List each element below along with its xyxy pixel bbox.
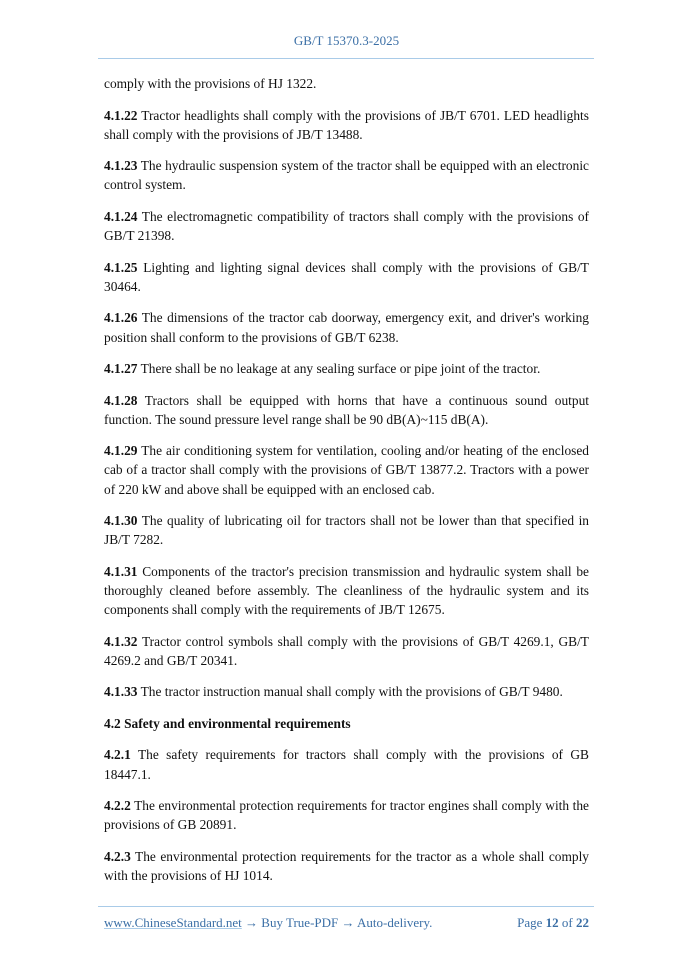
clause-number: 4.1.22 [104,107,138,123]
clause-paragraph [104,441,589,499]
clause-text: comply with the provisions of HJ 1322. [104,76,317,91]
clause-paragraph [104,632,589,670]
section-heading [104,714,589,733]
clause-paragraph [104,156,589,194]
clause-text: The safety requirements for tractors shall comply with the provisions of GB 18447.1. [104,747,589,782]
clause-text: Components of the tractor's precision transmission and hydraulic system shall be thoroughly cleaned before assembly. The cleanliness of the hydraulic system and its components shall comply with the requirements of JB/T 12675. [104,563,589,618]
clause-paragraph [104,359,589,378]
clause-paragraph [104,207,589,245]
clause-text: There shall be no leakage at any sealing surface or pipe joint of the tractor. [137,361,541,377]
clause-text: Tractor headlights shall comply with the provisions of JB/T 6701. LED headlights shall comply with the provisions of JB/T 13488. [104,107,589,142]
document-body [104,74,589,898]
clause-paragraph [104,847,589,885]
clause-number: 4.1.25 [104,259,138,275]
footer-divider [98,906,594,907]
clause-number: 4.1.33 [104,684,138,700]
clause-paragraph [104,562,589,620]
clause-paragraph [104,682,589,701]
clause-text: Lighting and lighting signal devices shall comply with the provisions of GB/T 30464. [104,259,589,294]
clause-paragraph [104,796,589,834]
clause-number: 4.1.26 [104,310,138,326]
clause-paragraph [104,511,589,549]
clause-number: 4.1.31 [104,563,138,579]
clause-paragraph [104,391,589,429]
clause-number: 4.1.23 [104,158,138,174]
clause-text: The dimensions of the tractor cab doorway, emergency exit, and driver's working position shall conform to the provisions of GB/T 6238. [104,310,589,345]
clause-number: 4.1.28 [104,392,138,408]
page-indicator [517,915,589,931]
clause-text: The quality of lubricating oil for tractors shall not be lower than that specified in JB/T 7282. [104,513,589,548]
clause-number: 4.1.30 [104,513,138,529]
clause-number: 4.1.27 [104,361,138,377]
clause-number: 4.1.24 [104,208,138,224]
clause-text: The hydraulic suspension system of the tractor shall be equipped with an electronic control system. [104,158,589,193]
clause-paragraph [104,74,589,93]
website-link[interactable]: www.ChineseStandard.net [104,915,242,930]
clause-paragraph [104,258,589,296]
clause-number: 4.2.1 [104,747,131,763]
header-divider [98,58,594,59]
clause-text: The tractor instruction manual shall comply with the provisions of GB/T 9480. [137,684,563,700]
clause-paragraph [104,745,589,783]
document-header: GB/T 15370.3-2025 [293,33,400,48]
document-footer [104,915,589,931]
clause-text: Tractor control symbols shall comply with the provisions of GB/T 4269.1, GB/T 4269.2 and GB/T 20341. [104,633,589,668]
clause-number: 4.2.2 [104,798,131,814]
footer-promo [104,915,432,931]
clause-paragraph [104,106,589,144]
clause-text: The electromagnetic compatibility of tractors shall comply with the provisions of GB/T 21398. [104,208,589,244]
clause-text: Tractors shall be equipped with horns that have a continuous sound output function. The sound pressure level range shall be 90 dB(A)~115 dB(A). [104,392,589,427]
footer-promo-text: → Buy True-PDF → Auto-delivery. [241,915,433,930]
page-number: 12 [545,915,559,930]
clause-paragraph [104,308,589,346]
clause-number: 4.2 Safety and environmental requirements [104,715,351,731]
clause-number: 4.2.3 [104,848,131,864]
clause-number: 4.1.29 [104,443,138,459]
page-label: Page [517,915,546,930]
of-label: of [558,915,576,930]
clause-text: The environmental protection requirements for the tractor as a whole shall comply with the provisions of HJ 1014. [104,848,589,884]
clause-text: The air conditioning system for ventilation, cooling and/or heating of the enclosed cab of a tractor shall comply with the provisions of GB/T 13877.2. Tractors with a power of 220 kW and above shall be equipped with an enclosed cab. [104,443,589,497]
clause-number: 4.1.32 [104,633,138,649]
page-total: 22 [576,915,589,930]
clause-text: The environmental protection requirements for tractor engines shall comply with the provisions of GB 20891. [104,798,589,833]
